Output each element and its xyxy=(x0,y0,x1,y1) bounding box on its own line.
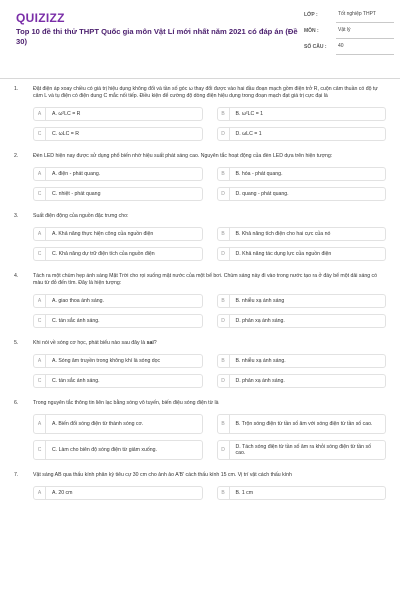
option-text: B. ω²LC = 1 xyxy=(235,111,264,117)
question-number: 6. xyxy=(14,400,19,406)
option-d[interactable] xyxy=(217,314,387,328)
option-c[interactable] xyxy=(33,247,203,261)
option-text: B. hóa - phát quang. xyxy=(235,171,283,177)
question-text: Tách ra một chùm hẹp ánh sáng Mặt Trời cho rọi xuống mặt nước của một bể bơi. Chùm sáng này đi vào trong nước tạo ra ở đáy bể một dải sáng có màu từ đỏ đến tím. Đây là hiện tượng: xyxy=(33,273,378,286)
option-text: B. 1 cm xyxy=(235,490,254,496)
option-letter: D xyxy=(218,375,230,387)
option-b[interactable] xyxy=(217,354,387,368)
option-letter: C xyxy=(34,315,46,327)
question-text-part: ? xyxy=(153,340,157,346)
subject-value: Vật lý xyxy=(336,26,394,39)
option-text: D. phản xạ ánh sáng. xyxy=(235,378,285,384)
option-text: C. tán sắc ánh sáng. xyxy=(52,318,100,324)
option-text: A. Biến đổi sóng điện từ thành sóng cơ. xyxy=(52,421,144,427)
option-letter: B xyxy=(218,295,230,307)
option-text: C. ωLC = R xyxy=(52,131,79,137)
subject-label: MÔN : xyxy=(304,28,319,34)
option-d[interactable] xyxy=(217,440,387,460)
option-text: C. tán sắc ánh sáng. xyxy=(52,378,100,384)
question-text: Vật sáng AB qua thấu kính phân kỳ tiêu cự 30 cm cho ảnh ảo A'B' cách thấu kính 15 cm. Vị trí vật cách thấu kính xyxy=(33,472,292,478)
option-d[interactable] xyxy=(217,247,387,261)
question-number: 3. xyxy=(14,213,19,219)
option-letter: B xyxy=(218,168,230,180)
option-a[interactable] xyxy=(33,486,203,500)
option-letter: D xyxy=(218,248,230,260)
option-letter: A xyxy=(34,108,46,120)
option-letter: D xyxy=(218,128,230,140)
question-text: Suất điện động của nguồn đặc trưng cho: xyxy=(33,213,129,219)
option-letter: D xyxy=(218,188,230,200)
option-letter: B xyxy=(218,228,230,240)
option-a[interactable] xyxy=(33,107,203,121)
option-text: D. Tách sóng điện từ tần số âm ra khỏi sóng điện từ tần số cao. xyxy=(235,444,371,456)
option-b[interactable] xyxy=(217,414,387,434)
option-text: D. quang - phát quang. xyxy=(235,191,289,197)
option-text: B. Khả năng tích điện cho hai cực của nó xyxy=(235,231,331,237)
question-item xyxy=(0,213,400,261)
option-letter: A xyxy=(34,168,46,180)
option-a[interactable] xyxy=(33,294,203,308)
question-text-emphasis: sai xyxy=(146,340,154,346)
option-c[interactable] xyxy=(33,187,203,201)
count-row xyxy=(304,42,394,55)
option-letter: C xyxy=(34,248,46,260)
option-letter: C xyxy=(34,375,46,387)
option-c[interactable] xyxy=(33,314,203,328)
option-text: D. Khả năng tác dụng lực của nguồn điện xyxy=(235,251,332,257)
option-letter: B xyxy=(218,415,230,433)
option-letter: D xyxy=(218,315,230,327)
question-item xyxy=(0,273,400,328)
subject-row xyxy=(304,26,394,39)
option-text: C. Khả năng dự trữ điện tích của nguồn điện xyxy=(52,251,155,257)
question-number: 5. xyxy=(14,340,19,346)
option-d[interactable] xyxy=(217,374,387,388)
option-d[interactable] xyxy=(217,127,387,141)
option-text: A. điện - phát quang. xyxy=(52,171,101,177)
option-text: A. Khả năng thực hiện công của nguồn điện xyxy=(52,231,154,237)
option-b[interactable] xyxy=(217,294,387,308)
count-value: 40 xyxy=(336,42,394,55)
option-letter: A xyxy=(34,295,46,307)
option-letter: B xyxy=(218,108,230,120)
question-text: Đặt điện áp xoay chiều có giá trị hiệu dụng không đổi và tần số góc ω thay đổi được vào hai đầu đoạn mạch gồm điện trở R, cuộn cảm thuần có độ tự cảm L và tụ điện có điện dung C mắc nối tiếp. Điều kiện để cường độ dòng điện hiệu dụng trong đoạn mạch đạt giá trị cực đại là xyxy=(33,86,378,99)
question-text xyxy=(33,340,386,347)
option-a[interactable] xyxy=(33,167,203,181)
question-item xyxy=(0,472,400,500)
option-text: A. Sóng âm truyền trong không khí là sóng dọc xyxy=(52,358,161,364)
option-text: B. Trộn sóng điện từ tần số âm với sóng điện từ tần số cao. xyxy=(235,421,373,427)
option-letter: C xyxy=(34,128,46,140)
option-text: A. 20 cm xyxy=(52,490,73,496)
option-b[interactable] xyxy=(217,227,387,241)
option-letter: A xyxy=(34,228,46,240)
quizizz-logo: QUIZIZZ xyxy=(16,11,65,25)
question-number: 1. xyxy=(14,86,19,92)
option-text: D. ωLC = 1 xyxy=(235,131,262,137)
option-text: C. nhiệt - phát quang xyxy=(52,191,101,197)
option-b[interactable] xyxy=(217,167,387,181)
class-label: LỚP : xyxy=(304,12,318,18)
option-text: A. giao thoa ánh sáng. xyxy=(52,298,104,304)
question-item xyxy=(0,86,400,141)
option-d[interactable] xyxy=(217,187,387,201)
question-list xyxy=(0,86,400,500)
worksheet-header xyxy=(0,0,400,79)
option-letter: A xyxy=(34,487,46,499)
option-letter: D xyxy=(218,441,230,459)
question-text: Trong nguyên tắc thông tin liên lạc bằng sóng vô tuyến, biến điệu sóng điện từ là xyxy=(33,400,219,406)
question-number: 7. xyxy=(14,472,19,478)
option-c[interactable] xyxy=(33,127,203,141)
option-letter: B xyxy=(218,355,230,367)
option-text: A. ω²LC = R xyxy=(52,111,81,117)
question-text-part: Khi nói về sóng cơ học, phát biểu nào sau đây là xyxy=(33,340,147,346)
class-row xyxy=(304,10,394,23)
count-label: SỐ CÂU : xyxy=(304,44,327,50)
meta-panel xyxy=(304,10,394,58)
option-text: C. Làm cho biên độ sóng điện từ giảm xuống. xyxy=(52,447,157,453)
question-number: 2. xyxy=(14,153,19,159)
question-number: 4. xyxy=(14,273,19,279)
option-letter: C xyxy=(34,188,46,200)
option-letter: C xyxy=(34,441,46,459)
question-item xyxy=(0,400,400,460)
option-a[interactable] xyxy=(33,354,203,368)
question-item xyxy=(0,340,400,388)
option-text: D. phản xạ ánh sáng. xyxy=(235,318,285,324)
option-text: B. nhiễu xạ ánh sáng xyxy=(235,298,285,304)
worksheet-title: Top 10 đề thi thử THPT Quốc gia môn Vật Lí mới nhất năm 2021 có đáp án (Đề 30) xyxy=(16,27,298,46)
option-letter: A xyxy=(34,355,46,367)
option-b[interactable] xyxy=(217,486,387,500)
option-text: B. nhiễu xạ ánh sáng. xyxy=(235,358,286,364)
option-c[interactable] xyxy=(33,374,203,388)
class-value: Tốt nghiệp THPT xyxy=(336,10,394,23)
option-b[interactable] xyxy=(217,107,387,121)
question-text: Đèn LED hiện nay được sử dụng phổ biến nhờ hiệu suất phát sáng cao. Nguyên tắc hoạt động của đèn LED dựa trên hiện tượng: xyxy=(33,153,333,159)
option-a[interactable] xyxy=(33,414,203,434)
option-letter: B xyxy=(218,487,230,499)
question-item xyxy=(0,153,400,201)
option-c[interactable] xyxy=(33,440,203,460)
option-letter: A xyxy=(34,415,46,433)
option-a[interactable] xyxy=(33,227,203,241)
